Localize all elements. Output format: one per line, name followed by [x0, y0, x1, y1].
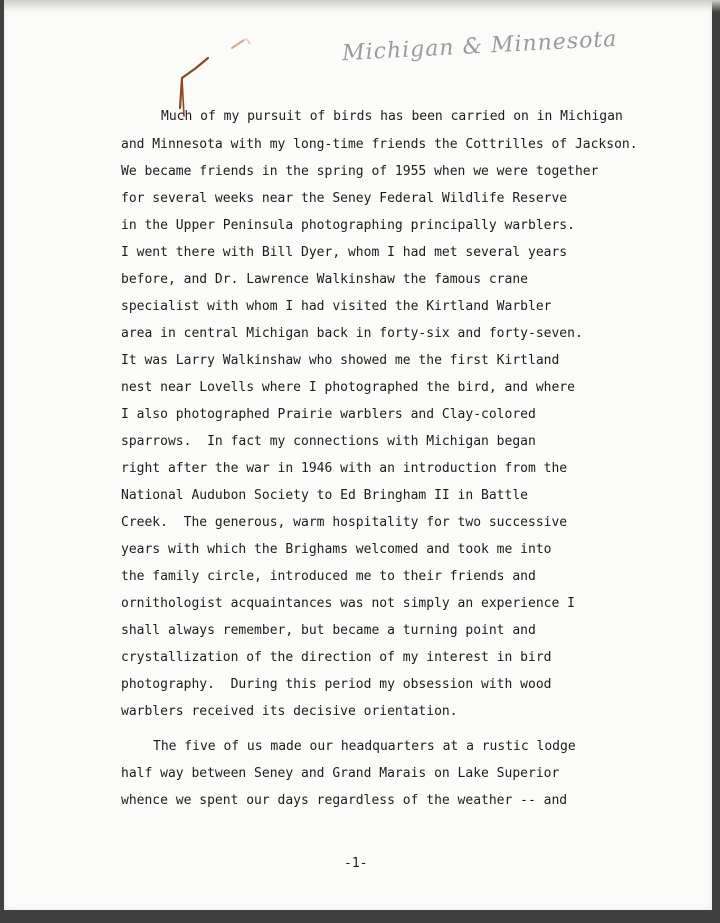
text-line: Creek. The generous, warm hospitality for two successive: [121, 515, 568, 530]
page-number: -1-: [344, 856, 368, 871]
text-line: area in central Michigan back in forty-six and forty-seven.: [121, 326, 583, 341]
typewritten-page: [4, 0, 712, 910]
text-line: nest near Lovells where I photographed the bird, and where: [121, 380, 575, 395]
text-line: warblers received its decisive orientation.: [121, 704, 458, 719]
text-line: years with which the Brighams welcomed and took me into: [121, 542, 552, 557]
text-line: half way between Seney and Grand Marais on Lake Superior: [121, 766, 560, 781]
text-line: for several weeks near the Seney Federal Wildlife Reserve: [121, 191, 568, 206]
text-line: photography. During this period my obsession with wood: [121, 677, 552, 692]
text-line: Much of my pursuit of birds has been carried on in Michigan: [161, 109, 623, 124]
text-line: crystallization of the direction of my interest in bird: [121, 650, 552, 665]
text-line: I also photographed Prairie warblers and Clay-colored: [121, 407, 536, 422]
text-line: sparrows. In fact my connections with Michigan began: [121, 434, 536, 449]
handwritten-annotation: Michigan & Minnesota: [341, 26, 618, 67]
text-line: shall always remember, but became a turning point and: [121, 623, 536, 638]
text-line: the family circle, introduced me to their friends and: [121, 569, 536, 584]
text-line: in the Upper Peninsula photographing principally warblers.: [121, 218, 575, 233]
text-line: National Audubon Society to Ed Bringham II in Battle: [121, 488, 528, 503]
text-line: The five of us made our headquarters at a rustic lodge: [153, 739, 576, 754]
text-line: and Minnesota with my long-time friends the Cottrilles of Jackson.: [121, 137, 638, 152]
text-line: before, and Dr. Lawrence Walkinshaw the famous crane: [121, 272, 528, 287]
text-line: whence we spent our days regardless of the weather -- and: [121, 793, 568, 808]
text-line: We became friends in the spring of 1955 when we were together: [121, 164, 599, 179]
text-line: specialist with whom I had visited the Kirtland Warbler: [121, 299, 552, 314]
text-line: ornithologist acquaintances was not simply an experience I: [121, 596, 575, 611]
text-line: It was Larry Walkinshaw who showed me the first Kirtland: [121, 353, 560, 368]
scanner-edge-shadow: [4, 0, 720, 12]
text-line: I went there with Bill Dyer, whom I had met several years: [121, 245, 568, 260]
text-line: right after the war in 1946 with an introduction from the: [121, 461, 568, 476]
